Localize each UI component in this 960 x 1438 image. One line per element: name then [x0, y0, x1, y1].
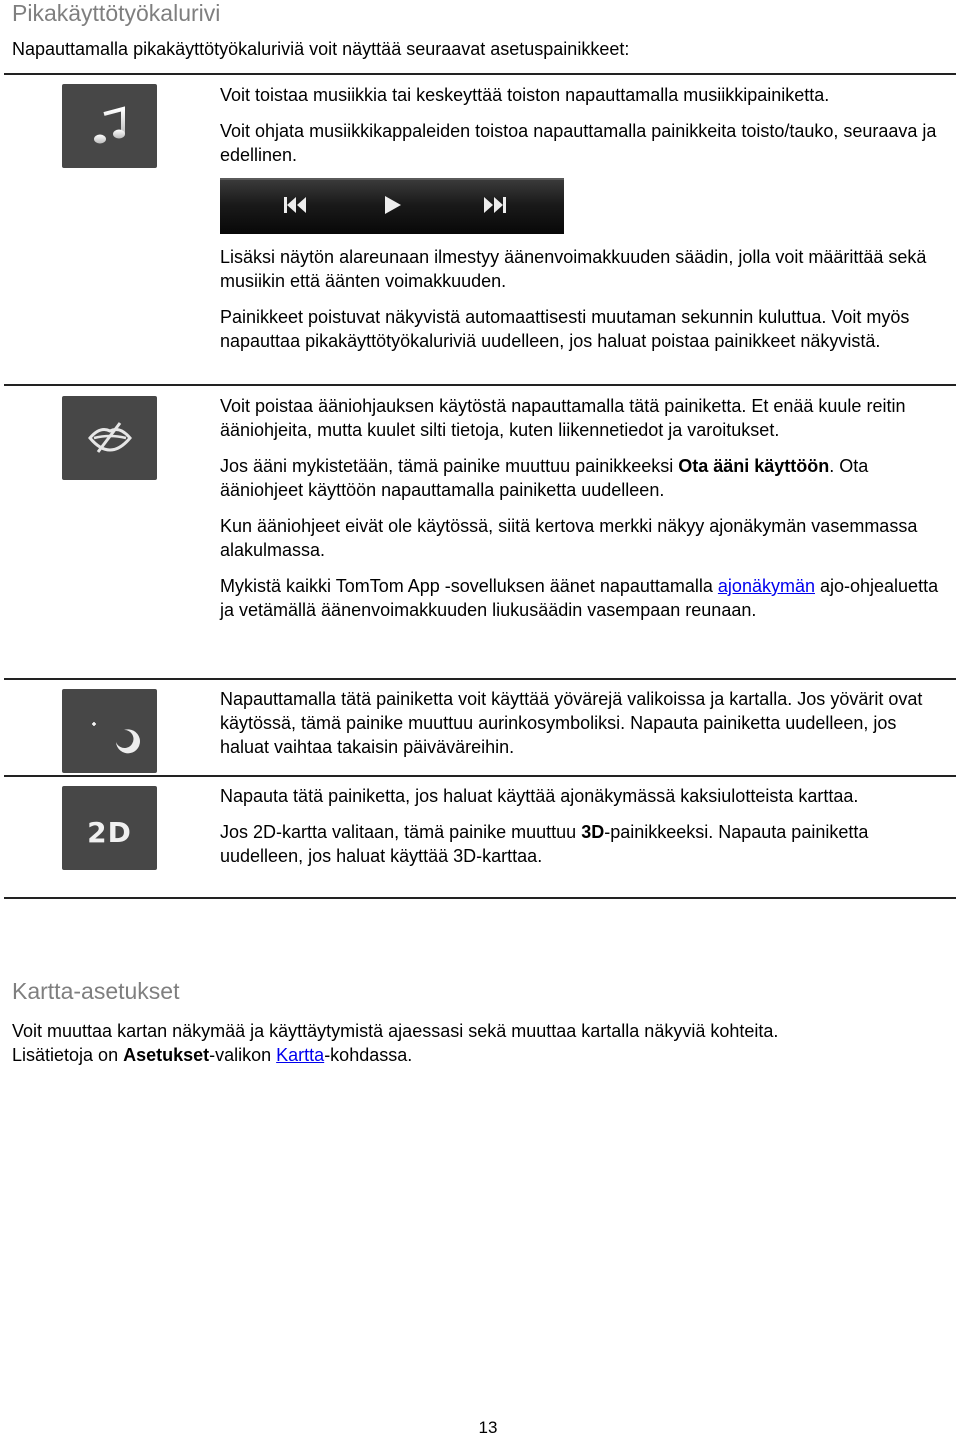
- 2d-view-icon: 2D: [87, 815, 132, 849]
- 2d-description: [220, 784, 945, 880]
- voice-text-4: [220, 574, 945, 622]
- music-text-1: Voit toistaa musiikkia tai keskeyttää toiston napauttamalla musiikkipainiketta.: [220, 85, 830, 105]
- section-title: Pikakäyttötyökalurivi: [12, 0, 221, 26]
- voice-text-1: Voit poistaa ääniohjauksen käytöstä napauttamalla tätä painiketta. Et enää kuule reitin ääniohjeita, mutta kuulet silti tietoja, kuten liikennetiedot ja varoitukset.: [220, 396, 906, 440]
- 3d-label: 3D: [581, 822, 605, 842]
- 2d-text-2: [220, 820, 945, 868]
- music-description-2: [220, 245, 945, 365]
- night-description: [220, 687, 945, 771]
- night-mode-moon-icon: [80, 706, 140, 756]
- driving-view-link[interactable]: ajonäkymän: [717, 576, 815, 596]
- music-description: [220, 83, 945, 179]
- voice-text-4-end: ajo-ohjealuetta ja vetämällä äänenvoimakkuuden liukusäädin vasempaan reunaan.: [220, 576, 939, 620]
- map-link[interactable]: Kartta: [276, 1045, 325, 1065]
- enable-sound-label: Ota ääni käyttöön: [678, 456, 830, 476]
- night-mode-button: [62, 689, 157, 773]
- map-settings-line-2-end: -kohdassa.: [324, 1045, 413, 1065]
- section-title-map-settings: Kartta-asetukset: [12, 978, 180, 1004]
- 2d-text-1: Napauta tätä painiketta, jos haluat käyttää ajonäkymässä kaksiulotteista karttaa.: [220, 786, 859, 806]
- music-text-2: Voit ohjata musiikkikappaleiden toistoa napauttamalla painikkeita toisto/tauko, seuraava ja edellinen.: [220, 121, 937, 165]
- map-settings-line-1: Voit muuttaa kartan näkymää ja käyttäytymistä ajaessasi sekä muuttaa kartalla näkyviä kohteita.: [12, 1021, 779, 1041]
- map-settings-line-2: [12, 1043, 952, 1067]
- voice-mute-button: [62, 396, 157, 480]
- night-text-1: Napauttamalla tätä painiketta voit käyttää yövärejä valikoissa ja kartalla. Jos yövärit ovat käytössä, tämä painike muuttuu aurinkosymboliksi. Napauta painiketta uudelleen, jos haluat vaihtaa takaisin päivävärеihin.: [220, 689, 923, 757]
- map-settings-line-2-mid: -valikon: [209, 1045, 277, 1065]
- table-rule: [4, 897, 956, 899]
- music-button: [62, 84, 157, 168]
- section-intro: Napauttamalla pikakäyttötyökaluriviä voit näyttää seuraavat asetuspainikkeet:: [12, 39, 630, 59]
- 2d-text-2-start: Jos 2D-kartta valitaan, tämä painike muuttuu: [220, 822, 582, 842]
- music-text-4: Painikkeet poistuvat näkyvistä automaattisesti muutaman sekunnin kuluttua. Voit myös napauttaa pikakäyttötyökaluriviä uudelleen, jos haluat poistaa painikkeet näkyvistä.: [220, 307, 910, 351]
- map-settings-line-2-start: Lisätietoja on: [12, 1045, 124, 1065]
- muted-lips-icon: [86, 421, 134, 455]
- voice-text-4-start: Mykistä kaikki TomTom App -sovelluksen äänet napauttamalla: [220, 576, 718, 596]
- music-text-3: Lisäksi näytön alareunaan ilmestyy äänenvoimakkuuden säädin, jolla voit määrittää sekä musiikin että äänten voimakkuuden.: [220, 247, 927, 291]
- music-player-bar: [220, 178, 564, 234]
- 2d-text-2-end: -painikkeeksi. Napauta painiketta uudelleen, jos haluat käyttää 3D-karttaa.: [220, 822, 869, 866]
- previous-track-icon: [282, 192, 308, 218]
- map-settings-text: [12, 1019, 952, 1067]
- music-note-icon: [93, 106, 127, 146]
- next-track-icon: [482, 192, 508, 218]
- table-rule: [4, 678, 956, 680]
- table-rule: [4, 384, 956, 386]
- settings-menu-label: Asetukset: [123, 1045, 210, 1065]
- table-rule: [4, 775, 956, 777]
- voice-text-2-start: Jos ääni mykistetään, tämä painike muuttuu painikkeeksi: [220, 456, 679, 476]
- page-number: 13: [478, 1418, 498, 1437]
- table-rule: [4, 73, 956, 75]
- voice-text-2-end: . Ota ääniohjeet käyttöön napauttamalla painiketta uudelleen.: [220, 456, 869, 500]
- voice-text-3: Kun ääniohjeet eivät ole käytössä, siitä kertova merkki näkyy ajonäkymän vasemmassa alakulmassa.: [220, 516, 918, 560]
- voice-text-2: [220, 454, 945, 502]
- 2d-view-button: [62, 786, 157, 870]
- voice-description: [220, 394, 945, 634]
- play-icon: [380, 192, 406, 218]
